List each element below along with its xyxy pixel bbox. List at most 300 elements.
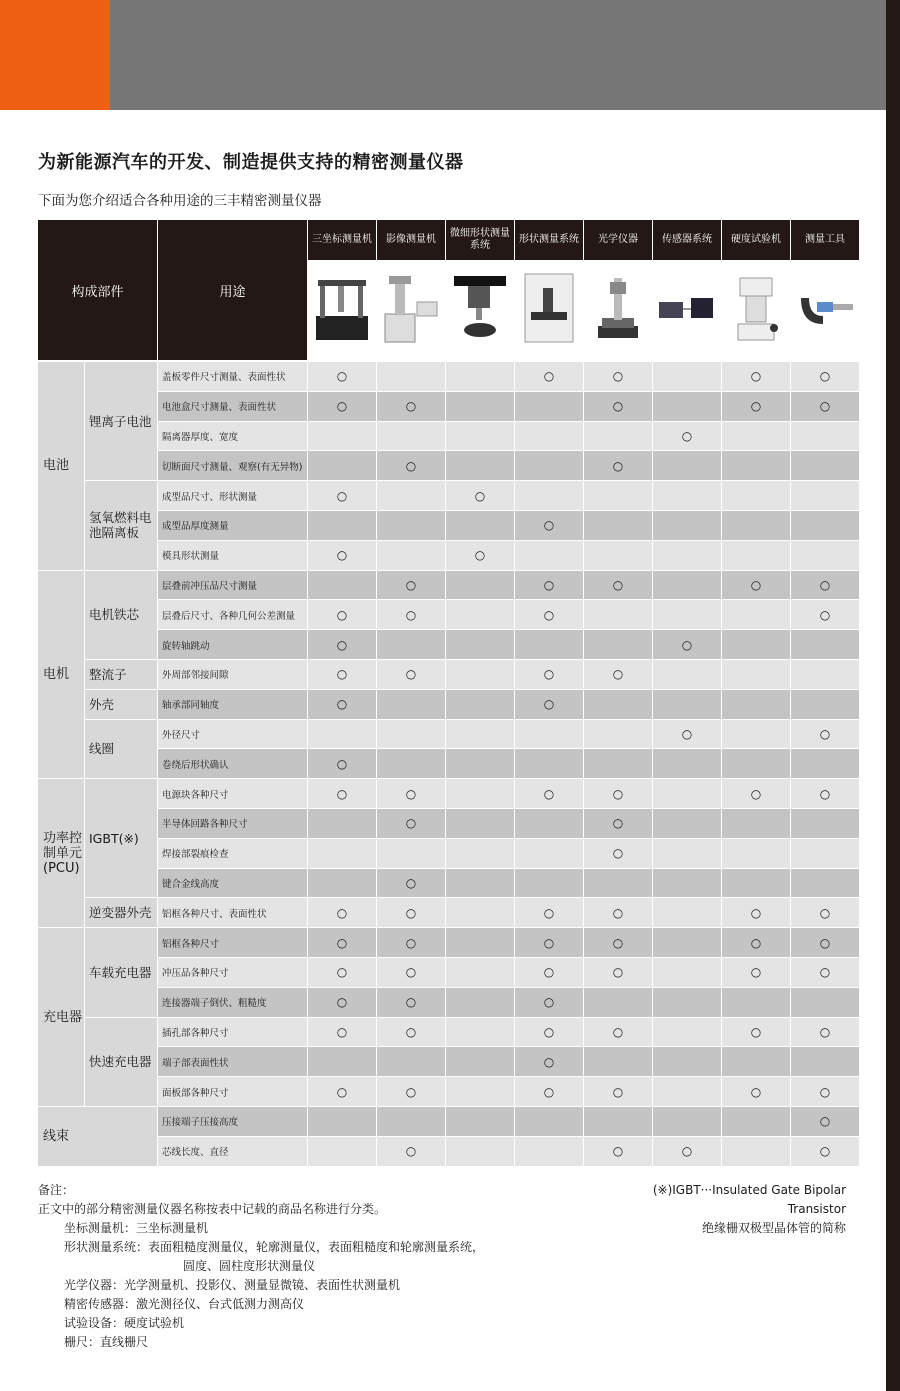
empty-cell bbox=[722, 660, 790, 689]
empty-cell bbox=[308, 1047, 376, 1076]
empty-cell bbox=[722, 749, 790, 778]
empty-cell bbox=[446, 898, 514, 927]
applicable-mark: ○ bbox=[377, 869, 445, 898]
use-label: 外径尺寸 bbox=[158, 720, 307, 749]
applicable-mark: ○ bbox=[446, 481, 514, 510]
empty-cell bbox=[653, 839, 721, 868]
applicable-mark: ○ bbox=[308, 600, 376, 629]
empty-cell bbox=[722, 809, 790, 838]
applicable-mark: ○ bbox=[791, 362, 859, 391]
applicable-mark: ○ bbox=[584, 1018, 652, 1047]
empty-cell bbox=[446, 1018, 514, 1047]
column-image-8 bbox=[791, 261, 859, 359]
applicable-mark: ○ bbox=[722, 958, 790, 987]
applicable-mark: ○ bbox=[377, 660, 445, 689]
applicable-mark: ○ bbox=[515, 988, 583, 1017]
use-label: 连接器端子倒伏、粗糙度 bbox=[158, 988, 307, 1017]
empty-cell bbox=[722, 451, 790, 480]
column-image-2 bbox=[377, 261, 445, 359]
use-label: 成型品厚度测量 bbox=[158, 511, 307, 540]
empty-cell bbox=[722, 630, 790, 659]
applicable-mark: ○ bbox=[515, 1047, 583, 1076]
applicable-mark: ○ bbox=[584, 392, 652, 421]
empty-cell bbox=[377, 720, 445, 749]
empty-cell bbox=[584, 600, 652, 629]
applicable-mark: ○ bbox=[308, 660, 376, 689]
empty-cell bbox=[377, 1047, 445, 1076]
applicable-mark: ○ bbox=[377, 1137, 445, 1166]
micro-form-measuring-icon bbox=[450, 268, 510, 352]
applicable-mark: ○ bbox=[377, 392, 445, 421]
category-2: 电机 bbox=[38, 571, 84, 779]
column-header-8: 测量工具 bbox=[791, 220, 859, 260]
empty-cell bbox=[653, 1018, 721, 1047]
empty-cell bbox=[308, 869, 376, 898]
empty-cell bbox=[653, 958, 721, 987]
empty-cell bbox=[722, 720, 790, 749]
use-label: 隔离器厚度、宽度 bbox=[158, 422, 307, 451]
empty-cell bbox=[308, 809, 376, 838]
right-edge-strip bbox=[886, 0, 900, 1391]
empty-cell bbox=[653, 779, 721, 808]
use-label: 压接端子压接高度 bbox=[158, 1107, 307, 1136]
empty-cell bbox=[653, 392, 721, 421]
empty-cell bbox=[722, 541, 790, 570]
use-label: 铝框各种尺寸、表面性状 bbox=[158, 898, 307, 927]
category-3: 功率控制单元(PCU) bbox=[38, 779, 84, 927]
empty-cell bbox=[308, 422, 376, 451]
note-line: 光学仪器：光学测量机、投影仪、测量显微镜、表面性状测量机 bbox=[64, 1278, 401, 1292]
applicable-mark: ○ bbox=[308, 1018, 376, 1047]
header-use: 用途 bbox=[158, 220, 307, 360]
use-label: 半导体回路各种尺寸 bbox=[158, 809, 307, 838]
applicable-mark: ○ bbox=[791, 779, 859, 808]
empty-cell bbox=[722, 1107, 790, 1136]
empty-cell bbox=[446, 451, 514, 480]
applicable-mark: ○ bbox=[584, 1077, 652, 1106]
applicable-mark: ○ bbox=[515, 600, 583, 629]
note-line: 形状测量系统：表面粗糙度测量仪，轮廓测量仪，表面粗糙度和轮廓测量系统， bbox=[64, 1240, 485, 1254]
use-label: 焊接部裂痕检查 bbox=[158, 839, 307, 868]
applicable-mark: ○ bbox=[653, 1137, 721, 1166]
subcategory-3-1: IGBT(※) bbox=[85, 779, 157, 897]
applicable-mark: ○ bbox=[791, 1137, 859, 1166]
empty-cell bbox=[515, 481, 583, 510]
gray-header-band bbox=[110, 0, 886, 110]
empty-cell bbox=[653, 869, 721, 898]
empty-cell bbox=[308, 1137, 376, 1166]
sensor-system-icon bbox=[657, 268, 717, 352]
use-label: 切断面尺寸测量、观察(有无异物) bbox=[158, 451, 307, 480]
empty-cell bbox=[377, 630, 445, 659]
applicable-mark: ○ bbox=[515, 779, 583, 808]
applicable-mark: ○ bbox=[515, 571, 583, 600]
empty-cell bbox=[515, 809, 583, 838]
column-image-6 bbox=[653, 261, 721, 359]
subcategory-4-2: 快速充电器 bbox=[85, 1018, 157, 1106]
column-header-1: 三坐标测量机 bbox=[308, 220, 376, 260]
empty-cell bbox=[308, 720, 376, 749]
use-label: 盖板零件尺寸测量、表面性状 bbox=[158, 362, 307, 391]
applicable-mark: ○ bbox=[308, 392, 376, 421]
empty-cell bbox=[791, 1047, 859, 1076]
empty-cell bbox=[722, 690, 790, 719]
igbt-note-line-1: (※)IGBT···Insulated Gate Bipolar Transistor bbox=[652, 1183, 846, 1216]
category-5: 线束 bbox=[38, 1107, 157, 1166]
applicable-mark: ○ bbox=[722, 362, 790, 391]
applicable-mark: ○ bbox=[515, 928, 583, 957]
empty-cell bbox=[446, 928, 514, 957]
empty-cell bbox=[653, 481, 721, 510]
empty-cell bbox=[791, 749, 859, 778]
column-image-7 bbox=[722, 261, 790, 359]
empty-cell bbox=[584, 541, 652, 570]
empty-cell bbox=[653, 749, 721, 778]
empty-cell bbox=[446, 1077, 514, 1106]
column-header-5: 光学仪器 bbox=[584, 220, 652, 260]
header-component: 构成部件 bbox=[38, 220, 157, 360]
subcategory-3-2: 逆变器外壳 bbox=[85, 898, 157, 927]
use-label: 电源块各种尺寸 bbox=[158, 779, 307, 808]
empty-cell bbox=[653, 988, 721, 1017]
empty-cell bbox=[791, 481, 859, 510]
subcategory-4-1: 车载充电器 bbox=[85, 928, 157, 1016]
empty-cell bbox=[515, 392, 583, 421]
column-image-5 bbox=[584, 261, 652, 359]
empty-cell bbox=[722, 988, 790, 1017]
applicable-mark: ○ bbox=[377, 1018, 445, 1047]
applicable-mark: ○ bbox=[377, 451, 445, 480]
empty-cell bbox=[653, 571, 721, 600]
use-label: 键合金线高度 bbox=[158, 869, 307, 898]
category-4: 充电器 bbox=[38, 928, 84, 1106]
subcategory-2-1: 电机铁芯 bbox=[85, 571, 157, 659]
empty-cell bbox=[653, 928, 721, 957]
empty-cell bbox=[308, 451, 376, 480]
applicable-mark: ○ bbox=[584, 779, 652, 808]
cmm-machine-icon bbox=[312, 268, 372, 352]
applicable-mark: ○ bbox=[584, 898, 652, 927]
applicable-mark: ○ bbox=[653, 630, 721, 659]
empty-cell bbox=[584, 720, 652, 749]
applicable-mark: ○ bbox=[515, 511, 583, 540]
applicable-mark: ○ bbox=[584, 1137, 652, 1166]
empty-cell bbox=[722, 1137, 790, 1166]
empty-cell bbox=[308, 1107, 376, 1136]
applicable-mark: ○ bbox=[653, 720, 721, 749]
applicable-mark: ○ bbox=[515, 898, 583, 927]
empty-cell bbox=[722, 481, 790, 510]
empty-cell bbox=[722, 1047, 790, 1076]
empty-cell bbox=[446, 839, 514, 868]
empty-cell bbox=[446, 362, 514, 391]
empty-cell bbox=[377, 1107, 445, 1136]
applicable-mark: ○ bbox=[308, 1077, 376, 1106]
empty-cell bbox=[446, 1107, 514, 1136]
applicable-mark: ○ bbox=[446, 541, 514, 570]
empty-cell bbox=[515, 869, 583, 898]
column-header-2: 影像测量机 bbox=[377, 220, 445, 260]
empty-cell bbox=[515, 1107, 583, 1136]
use-label: 端子部表面性状 bbox=[158, 1047, 307, 1076]
column-header-6: 传感器系统 bbox=[653, 220, 721, 260]
page-subtitle: 下面为您介绍适合各种用途的三丰精密测量仪器 bbox=[38, 193, 322, 209]
empty-cell bbox=[446, 720, 514, 749]
applicable-mark: ○ bbox=[308, 779, 376, 808]
applicable-mark: ○ bbox=[308, 928, 376, 957]
applicable-mark: ○ bbox=[791, 898, 859, 927]
empty-cell bbox=[377, 362, 445, 391]
empty-cell bbox=[377, 481, 445, 510]
column-image-4 bbox=[515, 261, 583, 359]
empty-cell bbox=[584, 511, 652, 540]
empty-cell bbox=[446, 1137, 514, 1166]
use-label: 轴承部同轴度 bbox=[158, 690, 307, 719]
applicable-mark: ○ bbox=[377, 809, 445, 838]
applicable-mark: ○ bbox=[722, 392, 790, 421]
empty-cell bbox=[791, 511, 859, 540]
column-image-1 bbox=[308, 261, 376, 359]
instrument-table bbox=[38, 220, 860, 1168]
applicable-mark: ○ bbox=[308, 958, 376, 987]
applicable-mark: ○ bbox=[722, 1077, 790, 1106]
empty-cell bbox=[515, 422, 583, 451]
empty-cell bbox=[584, 1107, 652, 1136]
empty-cell bbox=[446, 690, 514, 719]
empty-cell bbox=[446, 392, 514, 421]
empty-cell bbox=[653, 1047, 721, 1076]
empty-cell bbox=[446, 749, 514, 778]
empty-cell bbox=[722, 869, 790, 898]
optical-instrument-icon bbox=[588, 268, 648, 352]
empty-cell bbox=[653, 898, 721, 927]
applicable-mark: ○ bbox=[308, 481, 376, 510]
applicable-mark: ○ bbox=[791, 1107, 859, 1136]
applicable-mark: ○ bbox=[308, 898, 376, 927]
empty-cell bbox=[446, 511, 514, 540]
empty-cell bbox=[446, 809, 514, 838]
empty-cell bbox=[791, 869, 859, 898]
empty-cell bbox=[308, 839, 376, 868]
empty-cell bbox=[653, 600, 721, 629]
empty-cell bbox=[791, 541, 859, 570]
empty-cell bbox=[515, 839, 583, 868]
empty-cell bbox=[308, 571, 376, 600]
subcategory-1-2: 氢氧燃料电池隔离板 bbox=[85, 481, 157, 569]
empty-cell bbox=[653, 541, 721, 570]
empty-cell bbox=[722, 422, 790, 451]
note-line: 备注： bbox=[38, 1183, 75, 1197]
empty-cell bbox=[584, 1047, 652, 1076]
applicable-mark: ○ bbox=[515, 958, 583, 987]
note-line: 精密传感器：激光测径仪、台式低测力测高仪 bbox=[64, 1297, 305, 1311]
note-line: 试验设备：硬度试验机 bbox=[64, 1316, 185, 1330]
applicable-mark: ○ bbox=[791, 600, 859, 629]
empty-cell bbox=[653, 1107, 721, 1136]
applicable-mark: ○ bbox=[308, 749, 376, 778]
empty-cell bbox=[377, 839, 445, 868]
empty-cell bbox=[653, 451, 721, 480]
empty-cell bbox=[584, 422, 652, 451]
empty-cell bbox=[515, 749, 583, 778]
applicable-mark: ○ bbox=[308, 988, 376, 1017]
igbt-note-line-2: 绝缘栅双极型晶体管的简称 bbox=[701, 1221, 846, 1235]
use-label: 面板部各种尺寸 bbox=[158, 1077, 307, 1106]
empty-cell bbox=[446, 422, 514, 451]
applicable-mark: ○ bbox=[791, 1077, 859, 1106]
empty-cell bbox=[377, 749, 445, 778]
applicable-mark: ○ bbox=[722, 571, 790, 600]
empty-cell bbox=[515, 720, 583, 749]
applicable-mark: ○ bbox=[653, 422, 721, 451]
page-title: 为新能源汽车的开发、制造提供支持的精密测量仪器 bbox=[38, 152, 464, 173]
empty-cell bbox=[446, 779, 514, 808]
applicable-mark: ○ bbox=[308, 690, 376, 719]
column-header-4: 形状测量系统 bbox=[515, 220, 583, 260]
column-image-3 bbox=[446, 261, 514, 359]
empty-cell bbox=[446, 958, 514, 987]
applicable-mark: ○ bbox=[722, 898, 790, 927]
applicable-mark: ○ bbox=[308, 362, 376, 391]
empty-cell bbox=[653, 1077, 721, 1106]
applicable-mark: ○ bbox=[515, 1018, 583, 1047]
notes-block bbox=[38, 1181, 484, 1352]
applicable-mark: ○ bbox=[377, 571, 445, 600]
applicable-mark: ○ bbox=[584, 928, 652, 957]
empty-cell bbox=[722, 839, 790, 868]
hardness-tester-icon bbox=[726, 268, 786, 352]
applicable-mark: ○ bbox=[515, 362, 583, 391]
empty-cell bbox=[722, 600, 790, 629]
use-label: 层叠前冲压品尺寸测量 bbox=[158, 571, 307, 600]
applicable-mark: ○ bbox=[584, 809, 652, 838]
applicable-mark: ○ bbox=[791, 928, 859, 957]
column-header-3: 微细形状测量系统 bbox=[446, 220, 514, 260]
applicable-mark: ○ bbox=[791, 958, 859, 987]
applicable-mark: ○ bbox=[584, 958, 652, 987]
micrometer-icon bbox=[795, 268, 855, 352]
empty-cell bbox=[446, 1047, 514, 1076]
empty-cell bbox=[446, 571, 514, 600]
use-label: 冲压品各种尺寸 bbox=[158, 958, 307, 987]
use-label: 模具形状测量 bbox=[158, 541, 307, 570]
note-line: 圆度、圆柱度形状测量仪 bbox=[183, 1259, 316, 1273]
applicable-mark: ○ bbox=[791, 571, 859, 600]
empty-cell bbox=[653, 511, 721, 540]
empty-cell bbox=[515, 451, 583, 480]
applicable-mark: ○ bbox=[722, 1018, 790, 1047]
empty-cell bbox=[653, 690, 721, 719]
empty-cell bbox=[791, 451, 859, 480]
use-label: 成型品尺寸、形状测量 bbox=[158, 481, 307, 510]
column-header-7: 硬度试验机 bbox=[722, 220, 790, 260]
use-label: 铝框各种尺寸 bbox=[158, 928, 307, 957]
applicable-mark: ○ bbox=[584, 660, 652, 689]
applicable-mark: ○ bbox=[377, 779, 445, 808]
applicable-mark: ○ bbox=[515, 1077, 583, 1106]
form-measuring-system-icon bbox=[519, 268, 579, 352]
applicable-mark: ○ bbox=[377, 988, 445, 1017]
empty-cell bbox=[515, 541, 583, 570]
empty-cell bbox=[584, 630, 652, 659]
empty-cell bbox=[653, 362, 721, 391]
empty-cell bbox=[791, 988, 859, 1017]
subcategory-2-2: 整流子 bbox=[85, 660, 157, 689]
category-1: 电池 bbox=[38, 362, 84, 570]
applicable-mark: ○ bbox=[791, 1018, 859, 1047]
applicable-mark: ○ bbox=[515, 690, 583, 719]
note-line: 坐标测量机：三坐标测量机 bbox=[64, 1221, 209, 1235]
empty-cell bbox=[446, 630, 514, 659]
orange-corner-block bbox=[0, 0, 110, 110]
subcategory-2-4: 线圈 bbox=[85, 720, 157, 779]
note-line: 正文中的部分精密测量仪器名称按表中记载的商品名称进行分类。 bbox=[38, 1202, 387, 1216]
empty-cell bbox=[308, 511, 376, 540]
applicable-mark: ○ bbox=[722, 928, 790, 957]
use-label: 卷绕后形状确认 bbox=[158, 749, 307, 778]
use-label: 旋转轴跳动 bbox=[158, 630, 307, 659]
empty-cell bbox=[791, 809, 859, 838]
applicable-mark: ○ bbox=[584, 451, 652, 480]
applicable-mark: ○ bbox=[377, 958, 445, 987]
applicable-mark: ○ bbox=[377, 928, 445, 957]
applicable-mark: ○ bbox=[791, 720, 859, 749]
empty-cell bbox=[377, 690, 445, 719]
use-label: 芯线长度、直径 bbox=[158, 1137, 307, 1166]
igbt-note bbox=[600, 1181, 846, 1238]
empty-cell bbox=[515, 630, 583, 659]
vision-measuring-machine-icon bbox=[381, 268, 441, 352]
empty-cell bbox=[791, 690, 859, 719]
applicable-mark: ○ bbox=[791, 392, 859, 421]
empty-cell bbox=[377, 422, 445, 451]
empty-cell bbox=[446, 600, 514, 629]
empty-cell bbox=[377, 541, 445, 570]
applicable-mark: ○ bbox=[515, 660, 583, 689]
applicable-mark: ○ bbox=[377, 600, 445, 629]
empty-cell bbox=[791, 422, 859, 451]
empty-cell bbox=[653, 660, 721, 689]
applicable-mark: ○ bbox=[584, 362, 652, 391]
empty-cell bbox=[791, 630, 859, 659]
empty-cell bbox=[584, 481, 652, 510]
empty-cell bbox=[584, 749, 652, 778]
empty-cell bbox=[446, 988, 514, 1017]
applicable-mark: ○ bbox=[722, 779, 790, 808]
empty-cell bbox=[446, 660, 514, 689]
empty-cell bbox=[584, 869, 652, 898]
note-line: 栅尺：直线栅尺 bbox=[64, 1335, 149, 1349]
applicable-mark: ○ bbox=[584, 839, 652, 868]
applicable-mark: ○ bbox=[308, 630, 376, 659]
empty-cell bbox=[377, 511, 445, 540]
empty-cell bbox=[515, 1137, 583, 1166]
empty-cell bbox=[446, 869, 514, 898]
applicable-mark: ○ bbox=[584, 571, 652, 600]
use-label: 电池盒尺寸测量、表面性状 bbox=[158, 392, 307, 421]
subcategory-1-1: 锂离子电池 bbox=[85, 362, 157, 480]
empty-cell bbox=[722, 511, 790, 540]
use-label: 层叠后尺寸、各种几何公差测量 bbox=[158, 600, 307, 629]
empty-cell bbox=[791, 839, 859, 868]
applicable-mark: ○ bbox=[377, 898, 445, 927]
empty-cell bbox=[791, 660, 859, 689]
empty-cell bbox=[653, 809, 721, 838]
use-label: 插孔部各种尺寸 bbox=[158, 1018, 307, 1047]
subcategory-2-3: 外壳 bbox=[85, 690, 157, 719]
use-label: 外周部邻接间隙 bbox=[158, 660, 307, 689]
applicable-mark: ○ bbox=[308, 541, 376, 570]
